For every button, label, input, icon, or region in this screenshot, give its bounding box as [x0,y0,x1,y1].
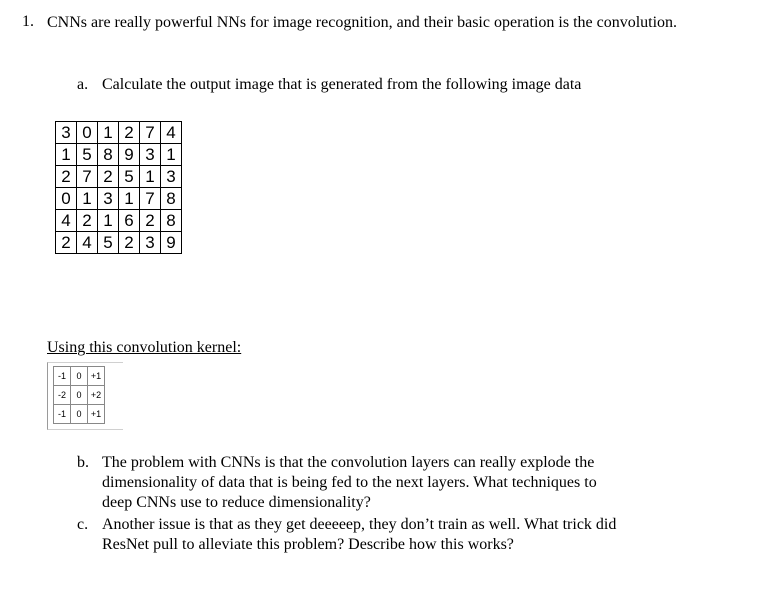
image-data-cell: 8 [98,144,119,166]
image-data-cell: 2 [56,232,77,254]
image-data-cell: 3 [140,232,161,254]
image-data-cell: 2 [56,166,77,188]
image-data-cell: 1 [119,188,140,210]
image-data-cell: 9 [119,144,140,166]
image-data-cell: 1 [161,144,182,166]
image-data-cell: 1 [56,144,77,166]
image-data-cell: 0 [77,122,98,144]
kernel-label: Using this convolution kernel: [47,339,242,356]
kernel-cell: -1 [54,405,71,424]
part-b-line-3: deep CNNs use to reduce dimensionality? [102,494,371,511]
image-data-cell: 5 [98,232,119,254]
image-data-cell: 3 [56,122,77,144]
image-data-cell: 3 [161,166,182,188]
kernel-cell: 0 [71,405,88,424]
question-number: 1. [22,13,34,30]
image-data-cell: 4 [161,122,182,144]
image-data-cell: 2 [77,210,98,232]
part-b-marker: b. [77,454,89,471]
part-a-text: Calculate the output image that is generated from the following image data [102,76,582,93]
image-data-cell: 7 [140,188,161,210]
image-data-cell: 2 [140,210,161,232]
part-b-line-1: The problem with CNNs is that the convolution layers can really explode the [102,454,595,471]
part-c-line-1: Another issue is that as they get deeeeep, they don’t train as well. What trick did [102,516,617,533]
image-data-cell: 5 [77,144,98,166]
image-data-cell: 2 [119,122,140,144]
convolution-kernel [53,366,105,424]
image-data-cell: 6 [119,210,140,232]
kernel-cell: +1 [88,367,105,386]
image-data-row [56,166,182,188]
kernel-cell: +1 [88,405,105,424]
image-data-cell: 3 [140,144,161,166]
kernel-row [54,386,105,405]
part-c-marker: c. [77,516,89,533]
part-a-marker: a. [77,76,89,93]
kernel-cell: 0 [71,367,88,386]
kernel-row [54,367,105,386]
image-data-row [56,210,182,232]
image-data-cell: 1 [140,166,161,188]
image-data-grid [55,121,182,254]
question-text: CNNs are really powerful NNs for image recognition, and their basic operation is the convolution. [47,14,678,31]
image-data-cell: 8 [161,188,182,210]
image-data-cell: 3 [98,188,119,210]
image-data-cell: 2 [119,232,140,254]
image-data-cell: 7 [77,166,98,188]
image-data-cell: 2 [98,166,119,188]
kernel-row [54,405,105,424]
image-data-cell: 8 [161,210,182,232]
image-data-cell: 1 [98,122,119,144]
image-data-cell: 0 [56,188,77,210]
image-data-cell: 9 [161,232,182,254]
image-data-row [56,122,182,144]
kernel-cell: 0 [71,386,88,405]
image-data-cell: 7 [140,122,161,144]
kernel-cell: +2 [88,386,105,405]
image-data-cell: 5 [119,166,140,188]
image-data-cell: 4 [77,232,98,254]
image-data-row [56,232,182,254]
image-data-row [56,144,182,166]
part-b-line-2: dimensionality of data that is being fed to the next layers. What techniques to [102,474,597,491]
image-data-cell: 4 [56,210,77,232]
kernel-cell: -2 [54,386,71,405]
image-data-row [56,188,182,210]
part-c-line-2: ResNet pull to alleviate this problem? Describe how this works? [102,536,514,553]
image-data-cell: 1 [77,188,98,210]
image-data-cell: 1 [98,210,119,232]
kernel-cell: -1 [54,367,71,386]
